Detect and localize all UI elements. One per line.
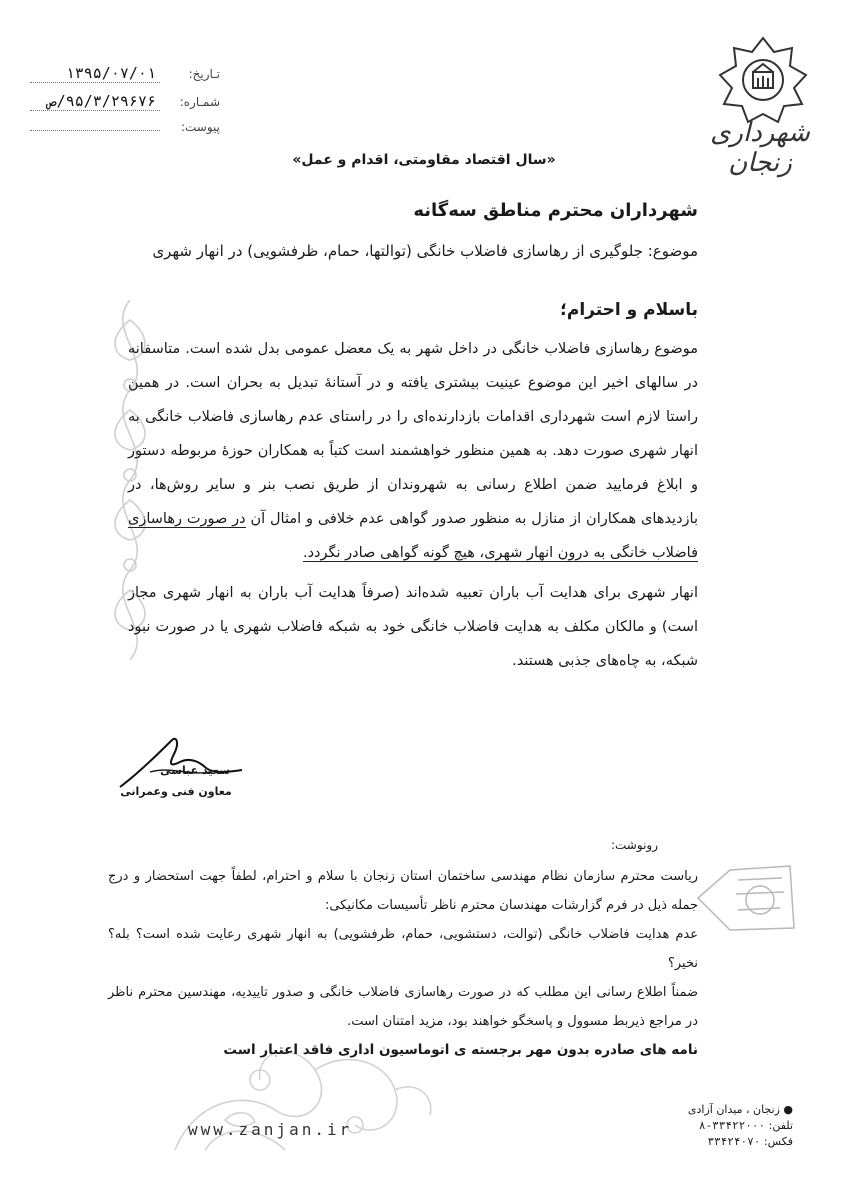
logo-script-text: شهرداری زنجان [710,118,810,178]
contact-block [573,1102,793,1150]
cc-line-1: ریاست محترم سازمان نظام مهندسی ساختمان استان زنجان با سلام و احترام، لطفاً جهت استحضار و درج جمله ذیل در فرم گزارشات مهندسان محترم ناظر تأسیسات مکانیکی: [108,869,698,913]
fax-value: ۳۳۴۲۴۰۷۰ [707,1135,761,1148]
letter-meta [30,64,220,148]
cc-label: رونوشت: [610,838,658,852]
signer-title: معاون فنی وعمرانی [120,785,232,798]
phone-line [573,1118,793,1134]
number-value: ۹۵/۳/۲۹۶۷۶/ص [30,92,160,111]
year-motto: «سال اقتصاد مقاومتی، اقدام و عمل» [292,152,556,168]
greeting: باسلام و احترام؛ [560,300,698,320]
cc-body [108,862,698,1065]
address-line: ● زنجان ، میدان آزادی [687,1103,793,1116]
body-paragraph-1-underlined: در صورت رهاسازی فاضلاب خانگی به درون انهار شهری، هیچ گونه گواهی صادر نگردد. [128,511,698,561]
date-value: ۱۳۹۵/۰۷/۰۱ [30,64,160,83]
attachment-value [30,130,160,131]
number-label: شمـاره: [179,95,220,109]
fax-label: فکس: [763,1135,793,1148]
subject-line: موضوع: جلوگیری از رهاسازی فاضلاب خانگی (توالتها، حمام، ظرفشویی) در انهار شهری [152,242,698,260]
fax-line [573,1134,793,1150]
date-label: تـاریخ: [188,67,220,81]
body-paragraph-1-text: موضوع رهاسازی فاضلاب خانگی در داخل شهر به یک معضل عمومی بدل شده است. متاسفانه در سالهای اخیر این موضوع عینیت بیشتری یافته و در آستانهٔ تبدیل به بحران است. در همین راستا لازم است شهرداری اقدامات بازدارنده‌ای را در راستای عدم رهاسازی فاضلاب خانگی به انهار شهری صورت دهد. به همین منظور خواهشمند است کتباً به همکاران حوزهٔ مربوطه دستور و ابلاغ فرمایید ضمن اطلاع رسانی به شهروندان از طریق نصب بنر و سایر روش‌ها، در بازدیدهای همکاران از منازل به منظور صدور گواهی عدم خلافی و امثال آن [128,341,698,527]
phone-value: ۳۳۴۲۲۰۰۰-۸ [698,1119,766,1132]
recipient-heading: شهرداران محترم مناطق سه‌گانه [413,200,698,221]
attachment-label: پیوست: [180,120,220,134]
date-row [30,64,220,92]
signer-name: سعید عباسی [160,764,230,777]
letter-body [128,332,698,678]
number-row [30,92,220,120]
cc-line-3: ضمناً اطلاع رسانی این مطلب که در صورت رهاسازی فاضلاب خانگی و صدور تاییدیه، مهندسین محترم ناظر در مراجع ذیربط مسوول و پاسخگو خواهند بود، مزید امتنان است. [108,985,698,1029]
validity-notice: نامه های صادره بدون مهر برجسته ی اتوماسیون اداری فاقد اعتبار است [223,1042,698,1058]
cc-line-2: عدم هدایت فاضلاب خانگی (توالت، دستشویی، حمام، ظرفشویی) به انهار شهری رعایت شده است؟ بله؟ نخیر؟ [108,927,698,971]
attachment-row [30,120,220,148]
body-paragraph-1 [128,332,698,570]
body-paragraph-2: انهار شهری برای هدایت آب باران تعبیه شده‌اند (صرفاً هدایت آب باران به انهار شهری مجاز است) و مالکان مکلف به هدایت فاضلاب خانگی خود به شبکه فاضلاب شهری یا در صورت نبود شبکه، به چاه‌های جذبی هستند. [128,585,698,669]
website-link[interactable]: www.zanjan.ir [188,1120,353,1139]
signature-scribble-icon [110,732,250,792]
phone-label: تلفن: [768,1119,793,1132]
received-stamp-icon [690,858,800,938]
